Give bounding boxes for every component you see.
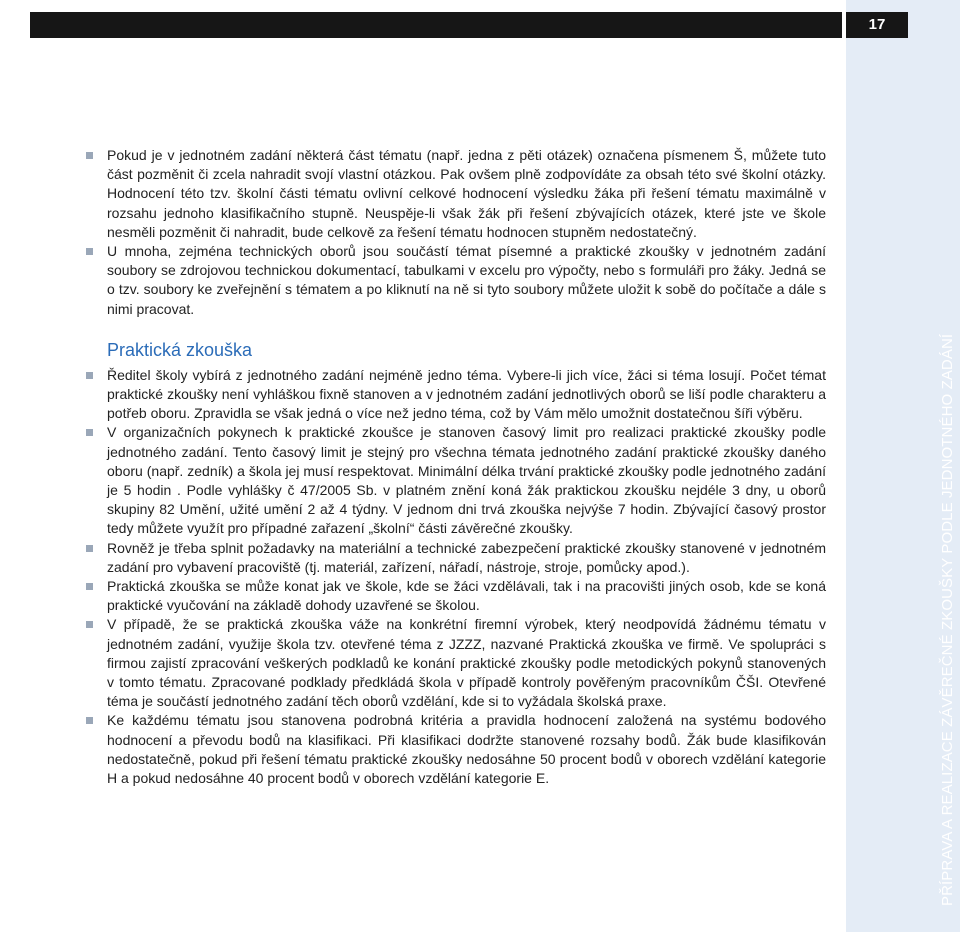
main-content	[86, 146, 826, 788]
side-chapter-title: PŘÍPRAVA A REALIZACE ZÁVĚREČNÉ ZKOUŠKY PODLE JEDNOTNÉHO ZADÁNÍ	[939, 333, 956, 906]
page-number: 17	[846, 12, 908, 38]
list-item: Praktická zkouška se může konat jak ve škole, kde se žáci vzdělávali, tak i na pracovišti jiných osob, kde se koná praktické vyučování na základě dohody uzavřené se školou.	[86, 577, 826, 615]
section-list	[86, 366, 826, 788]
list-item: V organizačních pokynech k praktické zkoušce je stanoven časový limit pro realizaci praktické zkoušky podle jednotného zadání. Tento časový limit je stejný pro všechna témata jednotného zadání praktické zkoušky daného oboru (např. zedník) a škola jej musí respektovat. Minimální délka trvání praktické zkoušky podle jednotného zadání je 5 hodin . Podle vyhlášky č 47/2005 Sb. v platném znění koná žák praktickou zkoušku nejdéle 3 dny, u oborů skupiny 82 Umění, užité umění 2 až 4 týdny. V jednom dni trvá zkouška nejvýše 7 hodin. Zbývající časový prostor tedy můžete využít pro případné zařazení „školní“ části závěrečné zkoušky.	[86, 423, 826, 538]
list-item: Ředitel školy vybírá z jednotného zadání nejméně jedno téma. Vybere-li jich více, žáci si téma losují. Počet témat praktické zkoušky není vyhláškou fixně stanoven a v jednotném zadání jednotlivých oborů se liší podle charakteru a potřeb oboru. Zpravidla se však jedná o více než jedno téma, což by Vám mělo umožnit dostatečnou šíři výběru.	[86, 366, 826, 424]
section-heading: Praktická zkouška	[107, 339, 253, 360]
list-item: U mnoha, zejména technických oborů jsou součástí témat písemné a praktické zkoušky v jednotném zadání soubory se zdrojovou technickou dokumentací, tabulkami v excelu pro výpočty, nebo s formuláři pro žáky. Jedná se o tzv. soubory ke zveřejnění s tématem a po kliknutí na ně si tyto soubory můžete uložit k sobě do počítače a dále s nimi pracovat.	[86, 242, 826, 319]
list-item: V případě, že se praktická zkouška váže na konkrétní firemní výrobek, který neodpovídá žádnému tématu v jednotném zadání, využije škola tzv. otevřené téma z JZZZ, nazvané Praktická zkouška ve firmě. Ve spolupráci s firmou zajistí zpracování veškerých podkladů ke konání praktické zkoušky podle metodických pokynů stanovených v tomto tématu. Zpracované podklady předkládá škola v případě kontroly pověřeným pracovníkům ČŠI. Otevřené téma je součástí jednotného zadání těch oborů vzdělání, kde si to vyžádala školská praxe.	[86, 615, 826, 711]
list-item: Pokud je v jednotném zadání některá část tématu (např. jedna z pěti otázek) označena písmenem Š, můžete tuto část pozměnit či zcela nahradit svojí vlastní otázkou. Pak ovšem plně zodpovídáte za obsah této své školní otázky. Hodnocení této tzv. školní části tématu ovlivní celkové hodnocení výsledku žáka při řešení tématu maximálně v rozsahu jednoho klasifikačního stupně. Neuspěje-li však žák při řešení zbývajících otázek, které jste ve škole nesměli pozměnit či nahradit, bude celkově za řešení tématu hodnocen stupněm nedostatečný.	[86, 146, 826, 242]
list-item: Ke každému tématu jsou stanovena podrobná kritéria a pravidla hodnocení založená na systému bodového hodnocení a převodu bodů na klasifikaci. Při klasifikaci dodržte stanovené rozsahy bodů. Žák bude klasifikován nedostatečně, pokud při řešení tématu praktické zkoušky nedosáhne 50 procent bodů v oborech vzdělání kategorie H a pokud nedosáhne 40 procent bodů v oborech vzdělání kategorie E.	[86, 711, 826, 788]
list-item: Rovněž je třeba splnit požadavky na materiální a technické zabezpečení praktické zkoušky stanovené v jednotném zadání pro vybavení pracoviště (tj. materiál, zařízení, nářadí, nástroje, stroje, pomůcky apod.).	[86, 539, 826, 577]
intro-list	[86, 146, 826, 319]
header-bar	[30, 12, 842, 38]
